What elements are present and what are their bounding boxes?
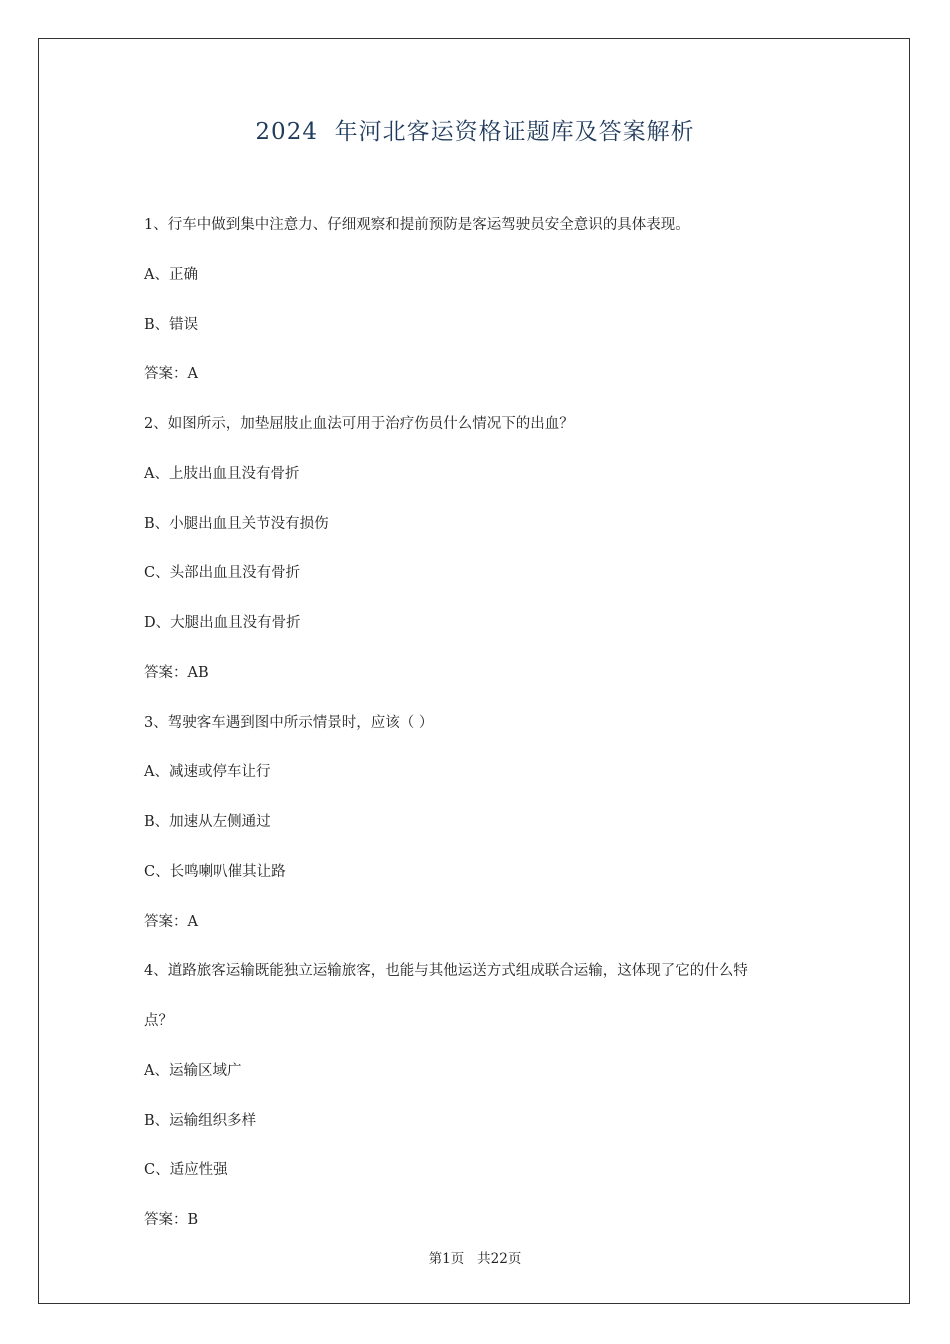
question-3-text: 3、驾驶客车遇到图中所示情景时，应该（ ） bbox=[144, 714, 434, 731]
question-1-answer: 答案：A bbox=[144, 366, 198, 383]
page-footer: 第1页 共22页 bbox=[428, 1251, 522, 1267]
document-title: 2024 年河北客运资格证题库及答案解析 bbox=[255, 119, 695, 145]
question-2-option-a: A、上肢出血且没有骨折 bbox=[144, 465, 300, 482]
question-3-option-c: C、长鸣喇叭催其让路 bbox=[144, 863, 286, 880]
question-2-answer: 答案：AB bbox=[144, 664, 209, 681]
question-4-option-c: C、适应性强 bbox=[144, 1162, 228, 1179]
question-1-option-b: B、错误 bbox=[144, 316, 199, 333]
question-1-option-a: A、正确 bbox=[144, 266, 198, 283]
question-2-text: 2、如图所示，加垫屈肢止血法可用于治疗伤员什么情况下的出血？ bbox=[144, 416, 574, 432]
question-3-option-a: A、减速或停车让行 bbox=[144, 764, 271, 781]
question-4-answer: 答案：B bbox=[144, 1212, 199, 1228]
question-list bbox=[144, 201, 814, 1246]
question-4-option-a: A、运输区域广 bbox=[144, 1062, 242, 1079]
question-2-option-d: D、大腿出血且没有骨折 bbox=[144, 615, 301, 631]
question-4-option-b: B、运输组织多样 bbox=[144, 1112, 257, 1129]
question-2-option-b: B、小腿出血且关节没有损伤 bbox=[144, 515, 329, 532]
question-3-option-b: B、加速从左侧通过 bbox=[144, 814, 271, 830]
question-1-text: 1、行车中做到集中注意力、仔细观察和提前预防是客运驾驶员安全意识的具体表现。 bbox=[144, 217, 690, 233]
question-3-answer: 答案：A bbox=[144, 913, 198, 930]
question-4-text-continued: 点？ bbox=[144, 1013, 173, 1029]
question-4-text: 4、道路旅客运输既能独立运输旅客，也能与其他运送方式组成联合运输，这体现了它的什么特 bbox=[144, 963, 748, 980]
question-2-option-c: C、头部出血且没有骨折 bbox=[144, 565, 301, 582]
